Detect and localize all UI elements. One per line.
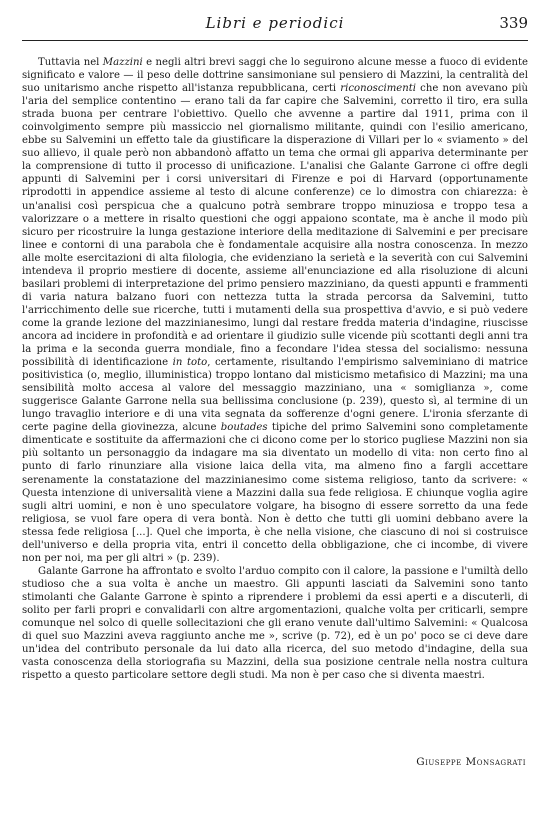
body-paragraph bbox=[22, 565, 528, 682]
paragraph-text: che non avevano più l'aria del semplice contentino — erano tali da far capire che Salvemini, corretto il tiro, era sulla strada buona per centrare l'obiettivo. Quello che avvenne a partire dal 1911, prima con il coinvolgimento sempre più massiccio nel giornalismo militante, quindi con l'esilio americano, ebbe su Salvemini un effetto tale da giustificare la disperazione di Villari per lo « sviamento » del suo allievo, il quale però non abbandonò affatto un tema che ormai gli appariva determinante per la comprensione di tutto il processo di unificazione. L'analisi che Galante Garrone ci offre degli appunti di Salvemini per i corsi universitari di Firenze e poi di Harvard (opportunamente riprodotti in appendice assieme al testo di alcune conferenze) ce lo dimostra con chiarezza: è un'analisi così perspicua che a qualcuno potrà sembrare troppo minuziosa e troppo tesa a valorizzare o a mettere in risalto questioni che oggi appaiono scontate, ma è anche il modo più sicuro per ricostruire la lunga gestazione interiore della meditazione di Salvemini e per precisare linee e contorni di una parabola che è fondamentale acquisire alla nostra conoscenza. In mezzo alle molte esercitazioni di alta filologia, che evidenziano la serietà e la severità con cui Salvemini intendeva il proprio mestiere di docente, assieme all'enunciazione ed alla risoluzione di alcuni basilari problemi di interpretazione del primo pensiero mazziniano, da questi appunti e frammenti di varia natura balzano fuori con nettezza tutta la strada percorsa da Salvemini, tutto l'arricchimento delle sue ricerche, tutti i mutamenti della sua prospettiva d'avvio, e si può vedere come la grande lezione del mazzinianesimo, lungi dal restare fredda materia d'indagine, riuscisse ancora ad incidere in profondità e ad orientare il giudizio sulle vicende più scottanti degli anni tra la prima e la seconda guerra mondiale, fino a fecondare l'idea stessa del socialismo: nessuna possibilità di identificazione bbox=[22, 83, 528, 369]
italic-text: Mazzini bbox=[102, 57, 143, 68]
paragraph-text: e negli altri brevi saggi che lo seguirono alcune messe a fuoco di evidente significato e valore — il peso delle dottrine sansimoniane sul pensiero di Mazzini, la centralità del suo unitarismo anche rispetto all'istanza repubblicana, certi bbox=[22, 57, 528, 95]
author-signature: Giuseppe Monsagrati bbox=[416, 756, 526, 768]
italic-text: boutades bbox=[220, 422, 268, 434]
italic-text: in toto bbox=[172, 357, 208, 369]
running-header bbox=[22, 14, 528, 41]
article-body bbox=[22, 56, 528, 682]
italic-text: riconoscimenti bbox=[340, 83, 417, 95]
page-number: 339 bbox=[499, 14, 528, 32]
paragraph-text: Tuttavia nel bbox=[38, 57, 103, 68]
running-title: Libri e periodici bbox=[205, 14, 345, 32]
paragraph-text: tipiche del primo Salvemini sono completamente dimenticate e sostituite da affermazioni che ci dicono come per lo storico pugliese Mazzini non sia più soltanto un personaggio da indagare ma sia diventato un modello di vita: non certo fino al punto di farlo rinunziare alla visione laica della vita, ma almeno fino a fargli accettare serenamente la constatazione del mazzinianesimo come sistema religioso, tanto da scrivere: « Questa intenzione di universalità viene a Mazzini dalla sua fede religiosa. E chiunque voglia agire sugli altri uomini, e non è uno speculatore volgare, ha bisogno di essere sorretto da una fede religiosa, se vuol fare opera di vera bontà. Non è detto che tutti gli uomini debbano avere la stessa fede religiosa [...]. Quel che importa, è che nella visione, che ciascuno di noi si costruisce dell'universo e della propria vita, entri il concetto della obbligazione, che ci incombe, di vivere non per noi, ma per gli altri » (p. 239). bbox=[22, 422, 528, 564]
paragraph-text: Galante Garrone ha affrontato e svolto l'arduo compito con il calore, la passione e l'umiltà dello studioso che a sua volta è anche un maestro. Gli appunti lasciati da Salvemini sono tanto stimolanti che Galante Garrone è spinto a riprendere i problemi da essi aperti e a discuterli, di solito per farli propri e convalidarli con altre argomentazioni, qualche volta per criticarli, sempre comunque nel solco di quelle sollecitazioni che gli erano venute dall'ultimo Salvemini: « Qualcosa di quel suo Mazzini aveva raggiunto anche me », scrive (p. 72), ed è un po' poco se ci deve dare un'idea del contributo personale da lui dato alla ricerca, del suo metodo d'indagine, della sua vasta conoscenza della storiografia su Mazzini, della sua posizione centrale nella nostra cultura rispetto a questo particolare settore degli studi. Ma non è per caso che si diventa maestri. bbox=[22, 565, 528, 682]
paragraph-text: , certamente, risultando l'empirismo salveminiano di matrice positivistica (o, meglio, illuministica) troppo lontano dal misticismo metafisico di Mazzini; ma una sensibilità molto accesa al valore del messaggio mazziniano, una « somiglianza », come suggerisce Galante Garrone nella sua bellissima conclusione (p. 239), questo sì, al termine di un lungo travaglio interiore e di una vita segnata da sofferenze d'ogni genere. L'ironia sferzante di certe pagine della giovinezza, alcune bbox=[22, 357, 528, 434]
body-paragraph bbox=[22, 56, 528, 565]
